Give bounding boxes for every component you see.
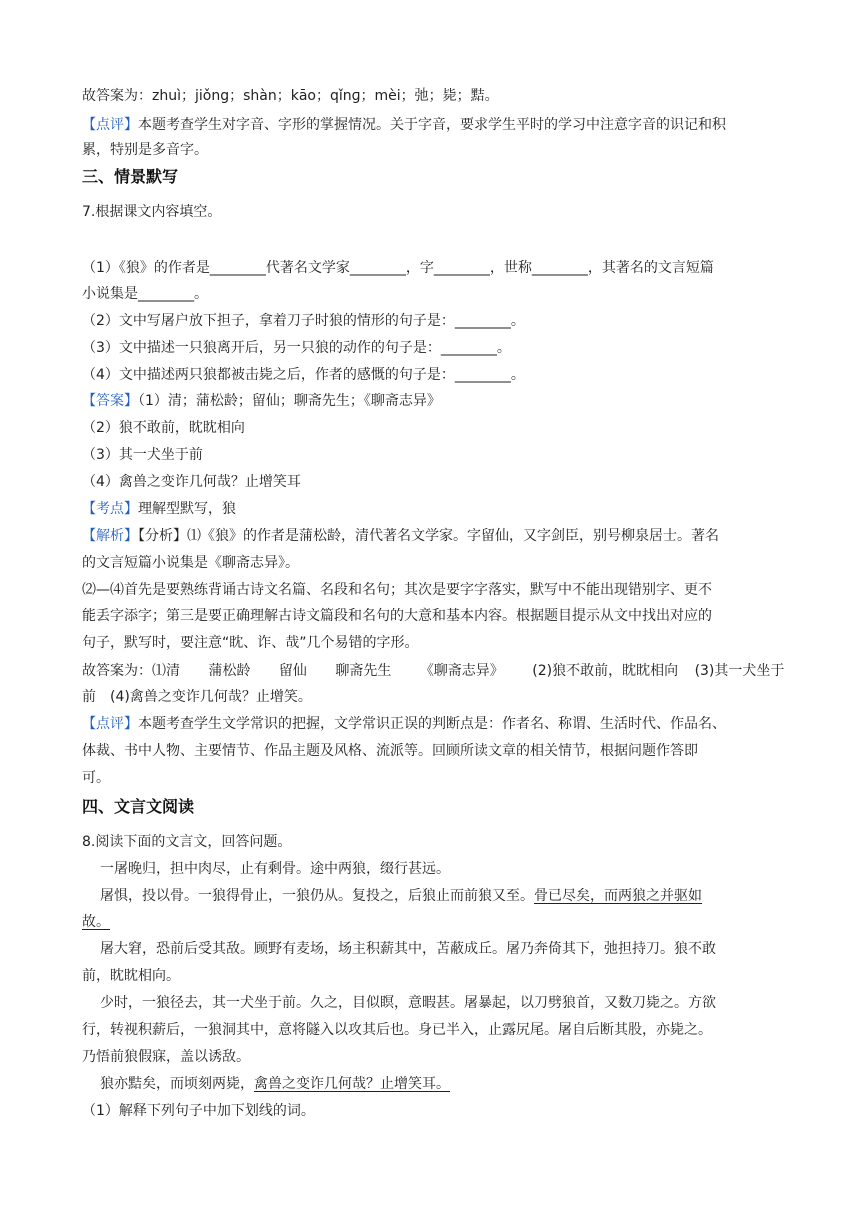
question-7-part-1: （1）《狼》的作者是________代著名文学家________，字________，世称________，其著名的文言短篇 xyxy=(82,260,714,276)
analysis-line-5: 句子，默写时，要注意“眈、诈、哉”几个易错的字形。 xyxy=(82,635,419,651)
final-answer-line-cont: 前 (4)禽兽之变诈几何哉？止增笑。 xyxy=(82,689,312,705)
analysis-text-1: 【分析】⑴《狼》的作者是蒲松龄，清代著名文学家。字留仙，又字剑臣，别号柳泉居士。著名 xyxy=(138,528,719,544)
passage-para-1: 一屠晚归，担中肉尽，止有剩骨。途中两狼，缀行甚远。 xyxy=(100,861,450,877)
final-answer-5: 《聊斋志异》 xyxy=(419,663,504,679)
analysis-tag: 【解析】 xyxy=(82,528,138,544)
final-answer-3: 留仙 xyxy=(278,663,307,679)
passage-para-5-text: 狼亦黠矣，而顷刻两毙， xyxy=(100,1076,254,1092)
question-8-part-1: （1）解释下列句子中加下划线的词。 xyxy=(82,1103,315,1119)
section-heading-4: 四、文言文阅读 xyxy=(82,797,195,816)
passage-para-4-cont-2: 乃悟前狼假寐，盖以诱敌。 xyxy=(82,1049,250,1065)
review-line-1 xyxy=(82,714,782,734)
comment-line xyxy=(82,115,782,135)
answer-tag: 【答案】 xyxy=(82,393,138,409)
question-7-title: 7.根据课文内容填空。 xyxy=(82,204,222,220)
kaodian-text: 理解型默写，狼 xyxy=(138,501,236,517)
passage-para-2-text: 屠惧，投以骨。一狼得骨止，一狼仍从。复投之，后狼止而前狼又至。 xyxy=(100,888,534,904)
comment-tag: 【点评】 xyxy=(82,117,138,133)
passage-para-2 xyxy=(100,886,800,906)
underlined-sentence-2: 禽兽之变诈几何哉？止增笑耳。 xyxy=(254,1076,450,1092)
answer-text-1: （1）清；蒲松龄；留仙；聊斋先生；《聊斋志异》 xyxy=(138,393,441,409)
question-7-part-4: （4）文中描述两只狼都被击毙之后，作者的感慨的句子是：________。 xyxy=(82,367,525,383)
answer-line-3: （3）其一犬坐于前 xyxy=(82,447,203,463)
kaodian-tag: 【考点】 xyxy=(82,501,138,517)
underlined-sentence-1: 骨已尽矣，而两狼之并驱如 xyxy=(534,888,702,904)
underlined-sentence-1-end: 故。 xyxy=(82,914,110,930)
section-heading-3: 三、情景默写 xyxy=(82,167,179,186)
analysis-line-4: 能丢字添字；第三是要正确理解古诗文篇段和名句的大意和基本内容。根据题目提示从文中找出对应的 xyxy=(82,608,712,624)
final-answer-4: 聊斋先生 xyxy=(335,663,392,679)
passage-para-3-cont: 前，眈眈相向。 xyxy=(82,968,180,984)
review-tag: 【点评】 xyxy=(82,716,138,732)
passage-para-4: 少时，一狼径去，其一犬坐于前。久之，目似瞑，意暇甚。屠暴起，以刀劈狼首，又数刀毙之。方欲 xyxy=(100,995,716,1011)
analysis-line-1 xyxy=(82,526,782,546)
review-line-2: 体裁、书中人物、主要情节、作品主题及风格、流派等。回顾所读文章的相关情节，根据问题作答即 xyxy=(82,743,698,759)
answer-line-pinyin: 故答案为：zhuì；jiǒng；shàn；kāo；qǐnɡ；mèi；弛；毙；黠。 xyxy=(82,88,499,104)
analysis-line-2: 的文言短篇小说集是《聊斋志异》。 xyxy=(82,555,299,571)
final-answer-7: (3)其一犬坐于 xyxy=(694,663,785,679)
answer-line-4: （4）禽兽之变诈几何哉？止增笑耳 xyxy=(82,474,301,490)
final-answer-line xyxy=(82,661,785,681)
review-line-3: 可。 xyxy=(82,770,110,786)
analysis-line-3: ⑵—⑷首先是要熟练背诵古诗文名篇、名段和名句；其次是要字字落实，默写中不能出现错别字、更不 xyxy=(82,582,712,598)
passage-para-3: 屠大窘，恐前后受其敌。顾野有麦场，场主积薪其中，苫蔽成丘。屠乃奔倚其下，弛担持刀。狼不敢 xyxy=(100,941,716,957)
final-answer-1: 故答案为：⑴清 xyxy=(82,663,180,679)
question-7-part-1-cont: 小说集是________。 xyxy=(82,286,208,302)
final-answer-6: (2)狼不敢前，眈眈相向 xyxy=(532,663,679,679)
passage-para-5 xyxy=(100,1074,800,1094)
final-answer-2: 蒲松龄 xyxy=(208,663,251,679)
comment-line-cont: 累，特别是多音字。 xyxy=(82,142,208,158)
passage-para-2-cont xyxy=(82,912,782,932)
answer-line-1 xyxy=(82,391,782,411)
question-8-title: 8.阅读下面的文言文，回答问题。 xyxy=(82,834,292,850)
comment-text: 本题考查学生对字音、字形的掌握情况。关于字音，要求学生平时的学习中注意字音的识记和积 xyxy=(138,117,726,133)
question-7-part-3: （3）文中描述一只狼离开后，另一只狼的动作的句子是：________。 xyxy=(82,340,511,356)
question-7-part-2: （2）文中写屠户放下担子，拿着刀子时狼的情形的句子是：________。 xyxy=(82,313,525,329)
passage-para-4-cont: 行，转视积薪后，一狼洞其中，意将隧入以攻其后也。身已半入，止露尻尾。屠自后断其股，亦毙之。 xyxy=(82,1022,712,1038)
answer-line-2: （2）狼不敢前，眈眈相向 xyxy=(82,420,245,436)
kaodian-line xyxy=(82,499,782,519)
review-text-1: 本题考查学生文学常识的把握，文学常识正误的判断点是：作者名、称谓、生活时代、作品名、 xyxy=(138,716,726,732)
